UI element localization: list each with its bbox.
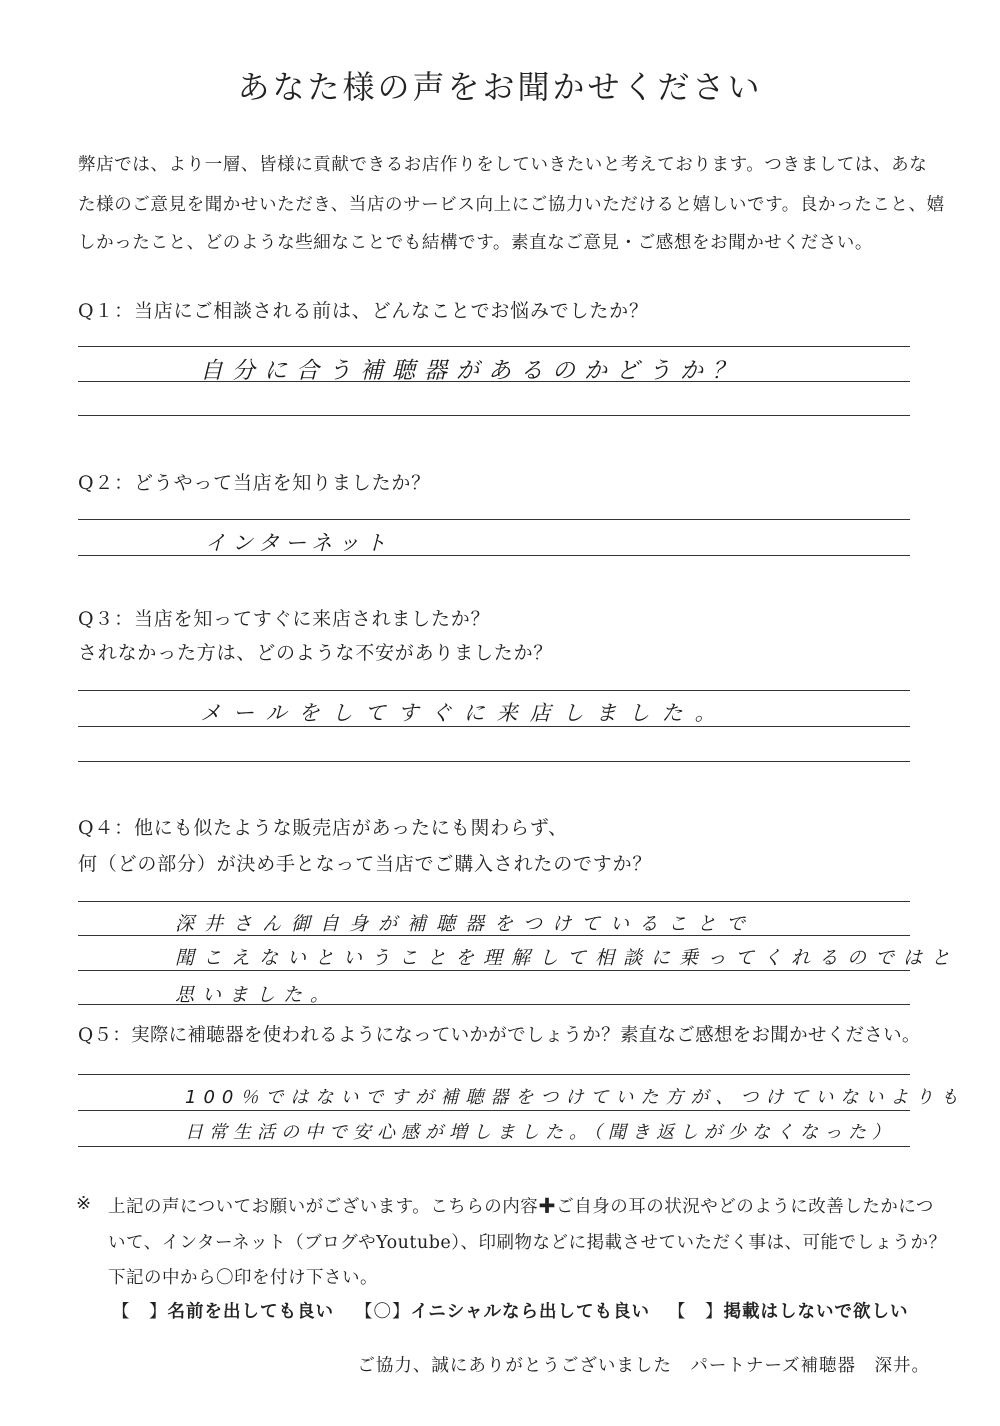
q3-answer-rule-3 [78, 761, 910, 762]
choice-show-name-label: 名前を出しても良い [167, 1302, 334, 1322]
thanks-signature: ご協力、誠にありがとうございました パートナーズ補聴器 深井。 [357, 1356, 930, 1376]
q2-answer-rule-2 [78, 555, 910, 556]
q3-label-line-2: されなかった方は、どのような不安がありましたか？ [78, 642, 554, 664]
intro-line-2: た様のご意見を聞かせいただき、当店のサービス向上にご協力いただけると嬉しいです。良かったこと、嬉 [78, 195, 945, 215]
note-line-1: 上記の声についてお願いがございます。こちらの内容✚ご自身の耳の状況やどのように改善したかにつ [108, 1197, 934, 1217]
q4-answer-rule-1 [78, 901, 910, 902]
choice-do-not-publish[interactable] [668, 1298, 909, 1323]
q3-label-line-1: Q３：当店を知ってすぐに来店されましたか？ [78, 608, 491, 630]
intro-line-3: しかったこと、どのような些細なことでも結構です。素直なご意見・ご感想をお聞かせください。 [78, 233, 873, 253]
q5-answer-handwriting-line-1: 100％ではないですが補聴器をつけていた方が、つけていないよりも [185, 1087, 966, 1108]
q5-answer-rule-3 [78, 1146, 910, 1147]
q4-answer-rule-3 [78, 970, 910, 971]
q4-label-line-1: Q４：他にも似たような販売店があったにも関わらず、 [78, 817, 568, 839]
q1-label: Q１：当店にご相談される前は、どんなことでお悩みでしたか？ [78, 300, 649, 322]
choice-show-name[interactable] [112, 1298, 334, 1323]
q1-answer-rule-3 [78, 415, 910, 416]
q4-label-line-2: 何（どの部分）が決め手となって当店でご購入されたのですか？ [78, 853, 653, 875]
choice-do-not-publish-checkbox[interactable]: 【 】 [668, 1302, 724, 1322]
note-line-3: 下記の中から〇印を付け下さい。 [108, 1268, 378, 1288]
q2-label: Q２：どうやって当店を知りましたか？ [78, 472, 431, 494]
q1-answer-rule-1 [78, 346, 910, 347]
q4-answer-handwriting-line-2: 聞こえないということを理解して相談に乗ってくれるのではと [175, 947, 960, 969]
choice-initials-only[interactable] [355, 1298, 650, 1323]
choice-show-name-checkbox[interactable]: 【 】 [112, 1302, 168, 1322]
q3-answer-handwriting: メールをしてすぐに来店しました。 [200, 701, 728, 725]
q5-answer-rule-1 [78, 1074, 910, 1075]
intro-line-1: 弊店では、より一層、皆様に貢献できるお店作りをしていきたいと考えております。つきましては、あな [78, 155, 928, 175]
choice-do-not-publish-label: 掲載はしないで欲しい [723, 1302, 909, 1322]
q4-answer-handwriting-line-3: 思いました。 [175, 984, 338, 1006]
q5-answer-handwriting-line-2: 日常生活の中で安心感が増しました。（聞き返しが少なくなった） [185, 1122, 896, 1143]
q2-answer-rule-1 [78, 519, 910, 520]
q3-answer-rule-1 [78, 690, 910, 691]
q4-answer-handwriting-line-1: 深井さん御自身が補聴器をつけていることで [175, 913, 756, 935]
note-line-2: いて、インターネット（ブログやYoutube）、印刷物などに掲載させていただく事は、可能でしょうか？ [108, 1233, 947, 1253]
q5-label: Q５：実際に補聴器を使われるようになっていかがでしょうか？素直なご感想をお聞かせください。 [78, 1025, 921, 1046]
page-title: あなた様の声をお聞かせください [237, 68, 763, 106]
note-mark: ※ [76, 1193, 92, 1214]
choice-initials-only-label: イニシャルなら出しても良い [410, 1302, 650, 1322]
choice-initials-only-checkbox[interactable]: 【〇】 [355, 1302, 411, 1322]
q5-answer-rule-2 [78, 1110, 910, 1111]
q1-answer-handwriting: 自分に合う補聴器があるのかどうか？ [200, 358, 744, 384]
q2-answer-handwriting: インターネット [205, 531, 393, 555]
